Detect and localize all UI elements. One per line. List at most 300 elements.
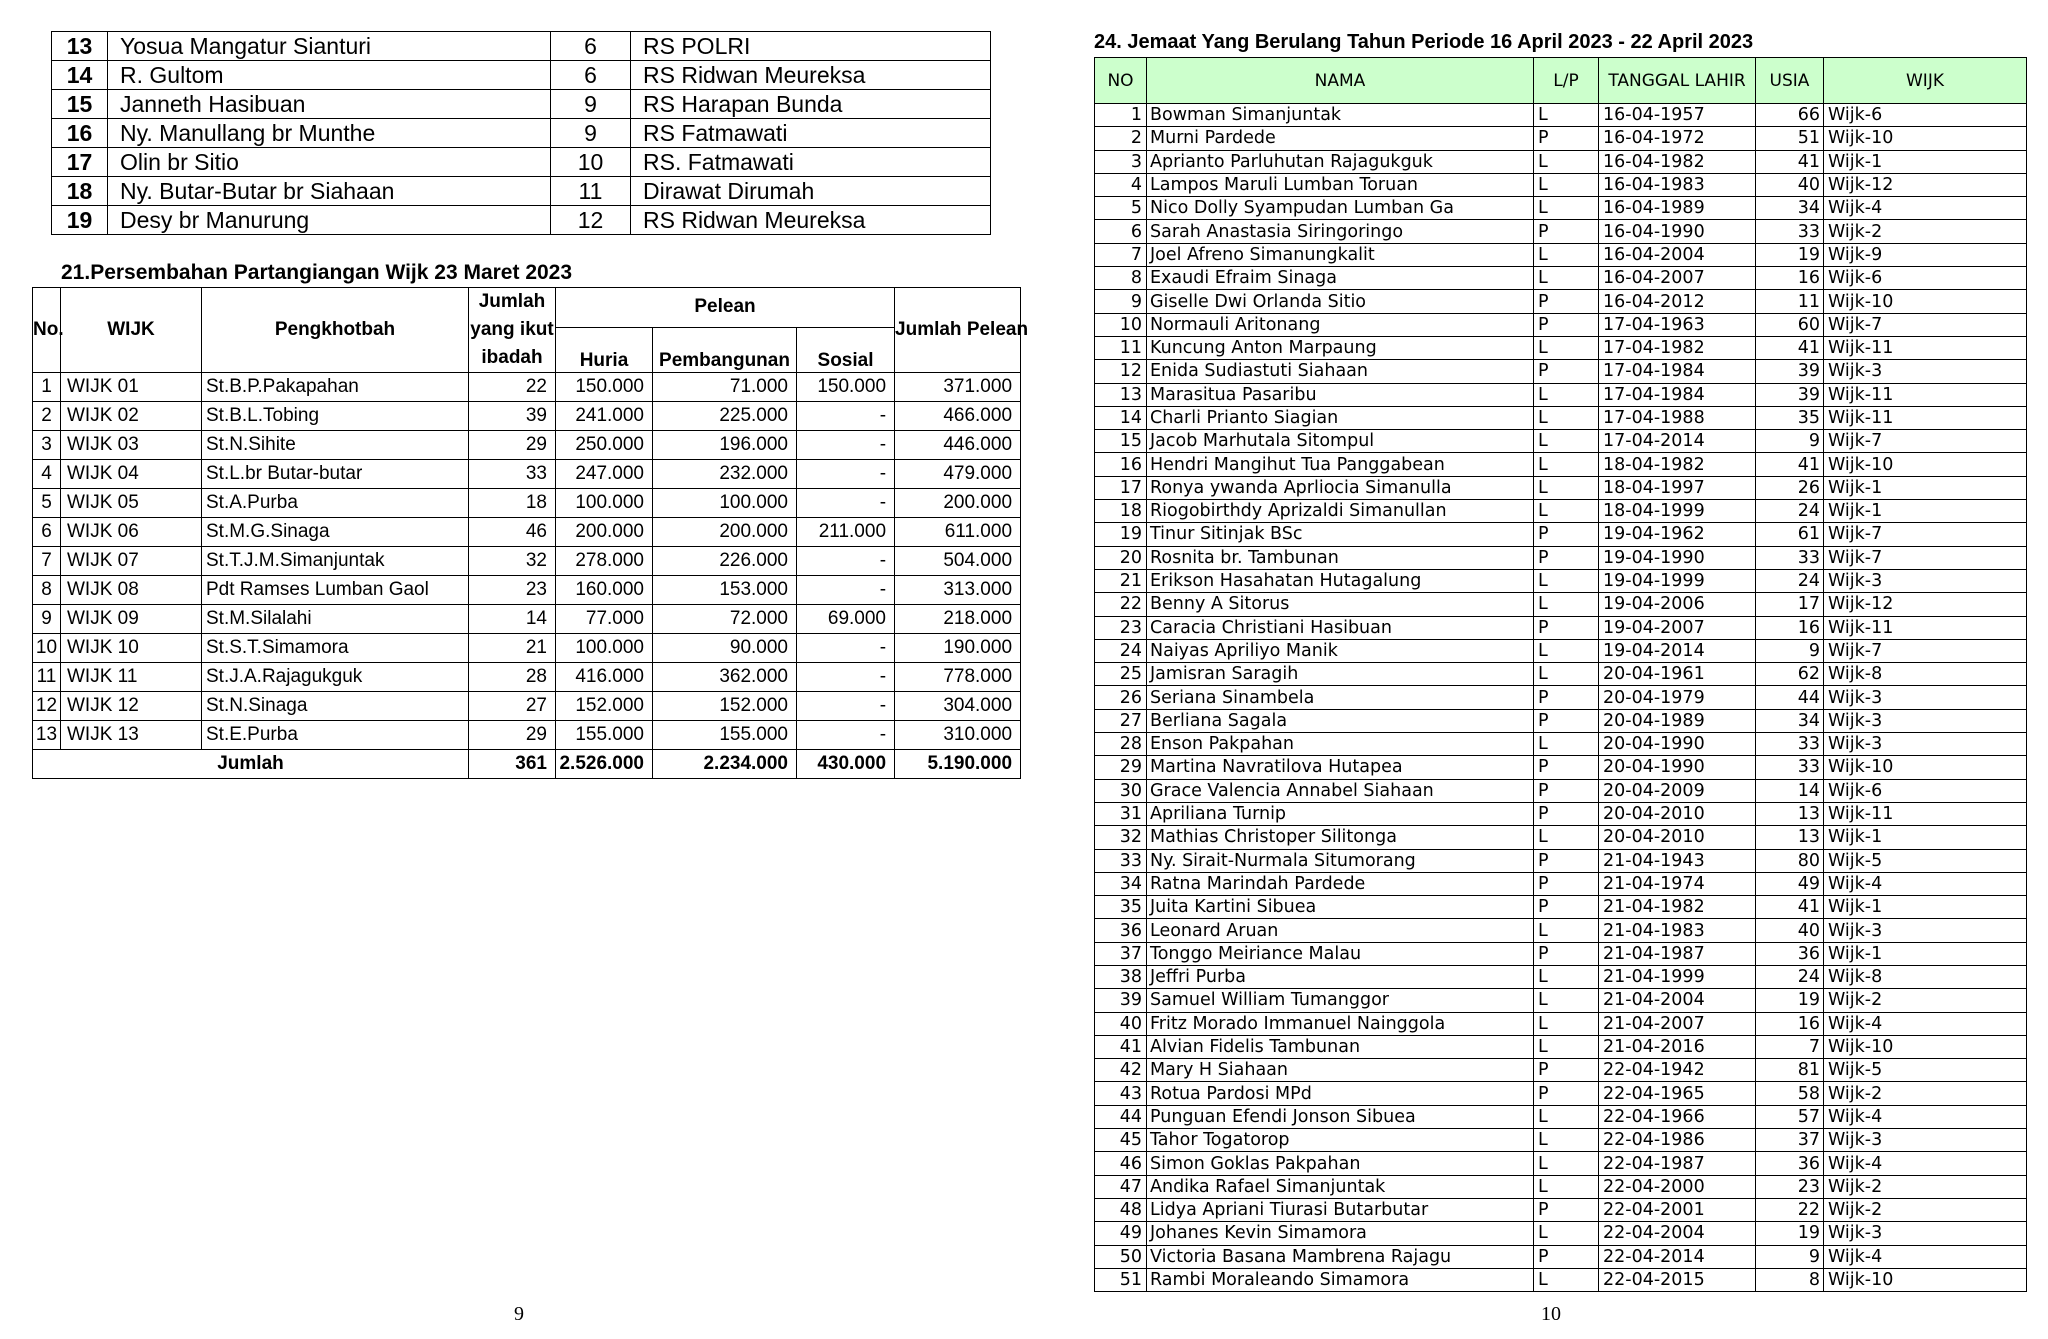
table-row	[1095, 942, 2027, 965]
member-name: Mary H Siahaan	[1147, 1059, 1534, 1082]
gender: P	[1534, 360, 1599, 383]
table-row	[1095, 1059, 2027, 1082]
age: 33	[1756, 733, 1824, 756]
wijk: Wijk-11	[1824, 616, 2027, 639]
table-row	[1095, 849, 2027, 872]
wijk: Wijk-7	[1824, 523, 2027, 546]
row-no: 1	[33, 373, 61, 402]
member-name: Rosnita br. Tambunan	[1147, 546, 1534, 569]
gender: L	[1534, 430, 1599, 453]
hospital-name: RS Harapan Bunda	[631, 90, 991, 119]
row-no: 17	[1095, 476, 1147, 499]
age: 33	[1756, 220, 1824, 243]
age: 81	[1756, 1059, 1824, 1082]
row-no: 4	[1095, 173, 1147, 196]
hospital-row-number: 18	[52, 177, 108, 206]
gender: P	[1534, 127, 1599, 150]
sosial-amount: -	[797, 402, 895, 431]
total-label: Jumlah	[33, 750, 469, 779]
wijk: Wijk-3	[1824, 1129, 2027, 1152]
wijk-number: 11	[551, 177, 631, 206]
row-no: 50	[1095, 1245, 1147, 1268]
table-row	[1095, 1245, 2027, 1268]
age: 51	[1756, 127, 1824, 150]
col-jumlah-ikut	[469, 288, 556, 373]
sosial-amount: 69.000	[797, 605, 895, 634]
age: 41	[1756, 336, 1824, 359]
member-name: Samuel William Tumanggor	[1147, 989, 1534, 1012]
col-jumlah-pelean: Jumlah Pelean	[895, 288, 1021, 373]
member-name: Charli Prianto Siagian	[1147, 406, 1534, 429]
col-tanggal-label: TANGGAL LAHIR	[1608, 70, 1746, 91]
table-row	[1095, 616, 2027, 639]
hospital-row-number: 14	[52, 61, 108, 90]
wijk: Wijk-5	[1824, 849, 2027, 872]
wijk: Wijk-3	[1824, 1222, 2027, 1245]
preacher-name: St.T.J.M.Simanjuntak	[202, 547, 469, 576]
sosial-amount: -	[797, 634, 895, 663]
row-no: 7	[1095, 243, 1147, 266]
wijk: Wijk-8	[1824, 965, 2027, 988]
hospital-name: RS Fatmawati	[631, 119, 991, 148]
age: 8	[1756, 1268, 1824, 1291]
gender: L	[1534, 1012, 1599, 1035]
huria-amount: 241.000	[556, 402, 653, 431]
member-name: Giselle Dwi Orlanda Sitio	[1147, 290, 1534, 313]
row-no: 24	[1095, 639, 1147, 662]
pembangunan-amount: 90.000	[653, 634, 797, 663]
attendance-count: 21	[469, 634, 556, 663]
pembangunan-amount: 71.000	[653, 373, 797, 402]
row-no: 51	[1095, 1268, 1147, 1291]
patient-name: Ny. Butar-Butar br Siahaan	[108, 177, 551, 206]
huria-amount: 100.000	[556, 634, 653, 663]
age: 17	[1756, 593, 1824, 616]
total-amount: 200.000	[895, 489, 1021, 518]
wijk: Wijk-1	[1824, 826, 2027, 849]
gender: P	[1534, 849, 1599, 872]
birth-date: 18-04-1997	[1599, 476, 1756, 499]
attendance-count: 23	[469, 576, 556, 605]
gender: L	[1534, 173, 1599, 196]
table-row	[1095, 779, 2027, 802]
age: 62	[1756, 663, 1824, 686]
total-amount: 190.000	[895, 634, 1021, 663]
row-no: 37	[1095, 942, 1147, 965]
member-name: Enson Pakpahan	[1147, 733, 1534, 756]
col-pelean: Pelean	[556, 288, 895, 328]
member-name: Rotua Pardosi MPd	[1147, 1082, 1534, 1105]
age: 14	[1756, 779, 1824, 802]
offering-title: 21.Persembahan Partangiangan Wijk 23 Maret 2023	[61, 261, 573, 284]
age: 23	[1756, 1175, 1824, 1198]
huria-amount: 250.000	[556, 431, 653, 460]
gender: P	[1534, 1059, 1599, 1082]
row-no: 13	[33, 721, 61, 750]
table-row	[1095, 220, 2027, 243]
birth-date: 18-04-1982	[1599, 453, 1756, 476]
birth-date: 19-04-2007	[1599, 616, 1756, 639]
wijk-name: WIJK 10	[61, 634, 202, 663]
birth-date: 20-04-2010	[1599, 802, 1756, 825]
preacher-name: St.B.L.Tobing	[202, 402, 469, 431]
birth-date: 16-04-1983	[1599, 173, 1756, 196]
birth-date: 21-04-2016	[1599, 1035, 1756, 1058]
table-row	[1095, 1268, 2027, 1291]
row-no: 30	[1095, 779, 1147, 802]
table-row	[1095, 453, 2027, 476]
birth-date: 21-04-2007	[1599, 1012, 1756, 1035]
gender: L	[1534, 336, 1599, 359]
age: 33	[1756, 756, 1824, 779]
table-row	[52, 90, 991, 119]
row-no: 31	[1095, 802, 1147, 825]
birth-date: 17-04-1963	[1599, 313, 1756, 336]
row-no: 20	[1095, 546, 1147, 569]
row-no: 5	[1095, 197, 1147, 220]
member-name: Naiyas Apriliyo Manik	[1147, 639, 1534, 662]
hospital-table	[51, 31, 991, 235]
total-amount: 218.000	[895, 605, 1021, 634]
age: 61	[1756, 523, 1824, 546]
table-row	[1095, 243, 2027, 266]
birth-date: 18-04-1999	[1599, 500, 1756, 523]
member-name: Exaudi Efraim Sinaga	[1147, 267, 1534, 290]
table-row	[1095, 826, 2027, 849]
preacher-name: St.B.P.Pakapahan	[202, 373, 469, 402]
member-name: Tonggo Meiriance Malau	[1147, 942, 1534, 965]
birth-date: 22-04-1942	[1599, 1059, 1756, 1082]
gender: L	[1534, 569, 1599, 592]
total-amount: 504.000	[895, 547, 1021, 576]
table-row	[1095, 1129, 2027, 1152]
member-name: Punguan Efendi Jonson Sibuea	[1147, 1105, 1534, 1128]
birth-date: 20-04-1979	[1599, 686, 1756, 709]
total-amount: 371.000	[895, 373, 1021, 402]
pembangunan-amount: 100.000	[653, 489, 797, 518]
member-name: Victoria Basana Mambrena Rajagu	[1147, 1245, 1534, 1268]
wijk: Wijk-3	[1824, 360, 2027, 383]
row-no: 4	[33, 460, 61, 489]
gender: P	[1534, 616, 1599, 639]
sosial-amount: -	[797, 489, 895, 518]
age: 80	[1756, 849, 1824, 872]
table-row	[33, 402, 1021, 431]
birth-date: 22-04-1965	[1599, 1082, 1756, 1105]
row-no: 16	[1095, 453, 1147, 476]
row-no: 10	[1095, 313, 1147, 336]
row-no: 46	[1095, 1152, 1147, 1175]
wijk-name: WIJK 05	[61, 489, 202, 518]
wijk: Wijk-12	[1824, 593, 2027, 616]
preacher-name: St.M.Silalahi	[202, 605, 469, 634]
age: 34	[1756, 709, 1824, 732]
member-name: Grace Valencia Annabel Siahaan	[1147, 779, 1534, 802]
table-row	[1095, 1152, 2027, 1175]
row-no: 34	[1095, 872, 1147, 895]
wijk: Wijk-3	[1824, 919, 2027, 942]
table-row	[1095, 430, 2027, 453]
wijk: Wijk-6	[1824, 267, 2027, 290]
pembangunan-amount: 152.000	[653, 692, 797, 721]
table-row	[1095, 1175, 2027, 1198]
huria-amount: 77.000	[556, 605, 653, 634]
wijk: Wijk-1	[1824, 896, 2027, 919]
gender: P	[1534, 313, 1599, 336]
birth-date: 21-04-1999	[1599, 965, 1756, 988]
wijk: Wijk-2	[1824, 1082, 2027, 1105]
hospital-name: RS Ridwan Meureksa	[631, 61, 991, 90]
gender: L	[1534, 989, 1599, 1012]
hospital-row-number: 19	[52, 206, 108, 235]
pembangunan-amount: 225.000	[653, 402, 797, 431]
gender: L	[1534, 1222, 1599, 1245]
birth-date: 19-04-2006	[1599, 593, 1756, 616]
age: 34	[1756, 197, 1824, 220]
age: 7	[1756, 1035, 1824, 1058]
offering-table-body	[33, 373, 1021, 750]
row-no: 8	[33, 576, 61, 605]
birthday-table-body	[1095, 104, 2027, 1292]
gender: L	[1534, 965, 1599, 988]
table-row	[1095, 1035, 2027, 1058]
member-name: Leonard Aruan	[1147, 919, 1534, 942]
patient-name: Yosua Mangatur Sianturi	[108, 32, 551, 61]
table-row	[1095, 872, 2027, 895]
member-name: Kuncung Anton Marpaung	[1147, 336, 1534, 359]
wijk: Wijk-6	[1824, 104, 2027, 127]
member-name: Juita Kartini Sibuea	[1147, 896, 1534, 919]
age: 16	[1756, 616, 1824, 639]
age: 26	[1756, 476, 1824, 499]
table-row	[33, 663, 1021, 692]
birth-date: 21-04-1983	[1599, 919, 1756, 942]
huria-amount: 152.000	[556, 692, 653, 721]
member-name: Erikson Hasahatan Hutagalung	[1147, 569, 1534, 592]
row-no: 47	[1095, 1175, 1147, 1198]
member-name: Apriliana Turnip	[1147, 802, 1534, 825]
birth-date: 16-04-1989	[1599, 197, 1756, 220]
birth-date: 20-04-2010	[1599, 826, 1756, 849]
member-name: Ronya ywanda Aprliocia Simanulla	[1147, 476, 1534, 499]
member-name: Alvian Fidelis Tambunan	[1147, 1035, 1534, 1058]
member-name: Simon Goklas Pakpahan	[1147, 1152, 1534, 1175]
table-row	[1095, 709, 2027, 732]
table-row	[1095, 383, 2027, 406]
gender: L	[1534, 1035, 1599, 1058]
attendance-count: 32	[469, 547, 556, 576]
row-no: 48	[1095, 1198, 1147, 1221]
hospital-name: RS. Fatmawati	[631, 148, 991, 177]
wijk: Wijk-12	[1824, 173, 2027, 196]
patient-name: Desy br Manurung	[108, 206, 551, 235]
wijk: Wijk-2	[1824, 220, 2027, 243]
wijk: Wijk-2	[1824, 1175, 2027, 1198]
table-row	[52, 206, 991, 235]
table-row	[1095, 546, 2027, 569]
total-amount: 304.000	[895, 692, 1021, 721]
table-row	[1095, 267, 2027, 290]
pembangunan-amount: 232.000	[653, 460, 797, 489]
wijk: Wijk-1	[1824, 500, 2027, 523]
row-no: 29	[1095, 756, 1147, 779]
gender: P	[1534, 686, 1599, 709]
wijk: Wijk-7	[1824, 639, 2027, 662]
sosial-amount: -	[797, 663, 895, 692]
age: 19	[1756, 989, 1824, 1012]
wijk-name: WIJK 08	[61, 576, 202, 605]
age: 24	[1756, 500, 1824, 523]
pembangunan-amount: 153.000	[653, 576, 797, 605]
wijk: Wijk-7	[1824, 546, 2027, 569]
member-name: Jamisran Saragih	[1147, 663, 1534, 686]
row-no: 45	[1095, 1129, 1147, 1152]
wijk-name: WIJK 03	[61, 431, 202, 460]
row-no: 18	[1095, 500, 1147, 523]
hospital-row-number: 16	[52, 119, 108, 148]
wijk: Wijk-10	[1824, 1035, 2027, 1058]
attendance-count: 29	[469, 721, 556, 750]
birth-date: 21-04-2004	[1599, 989, 1756, 1012]
age: 9	[1756, 639, 1824, 662]
age: 19	[1756, 1222, 1824, 1245]
row-no: 2	[1095, 127, 1147, 150]
sosial-amount: 150.000	[797, 373, 895, 402]
row-no: 19	[1095, 523, 1147, 546]
row-no: 12	[33, 692, 61, 721]
age: 44	[1756, 686, 1824, 709]
row-no: 7	[33, 547, 61, 576]
member-name: Caracia Christiani Hasibuan	[1147, 616, 1534, 639]
gender: L	[1534, 639, 1599, 662]
attendance-count: 27	[469, 692, 556, 721]
col-jumlah-ikut-label: Jumlah yang ikut ibadah	[470, 291, 554, 368]
member-name: Jeffri Purba	[1147, 965, 1534, 988]
age: 57	[1756, 1105, 1824, 1128]
attendance-count: 46	[469, 518, 556, 547]
table-row	[52, 177, 991, 206]
gender: P	[1534, 290, 1599, 313]
gender: P	[1534, 220, 1599, 243]
age: 24	[1756, 965, 1824, 988]
gender: P	[1534, 1082, 1599, 1105]
wijk-number: 6	[551, 32, 631, 61]
table-row	[1095, 290, 2027, 313]
wijk: Wijk-4	[1824, 1152, 2027, 1175]
member-name: Hendri Mangihut Tua Panggabean	[1147, 453, 1534, 476]
gender: L	[1534, 197, 1599, 220]
row-no: 41	[1095, 1035, 1147, 1058]
age: 39	[1756, 360, 1824, 383]
age: 40	[1756, 919, 1824, 942]
gender: L	[1534, 1129, 1599, 1152]
table-row	[1095, 500, 2027, 523]
birth-date: 16-04-1972	[1599, 127, 1756, 150]
member-name: Joel Afreno Simanungkalit	[1147, 243, 1534, 266]
wijk-number: 9	[551, 90, 631, 119]
table-row	[1095, 1012, 2027, 1035]
gender: L	[1534, 1175, 1599, 1198]
member-name: Lidya Apriani Tiurasi Butarbutar	[1147, 1198, 1534, 1221]
gender: L	[1534, 1152, 1599, 1175]
table-row	[33, 489, 1021, 518]
birth-date: 20-04-1961	[1599, 663, 1756, 686]
total-sosial: 430.000	[797, 750, 895, 779]
birth-date: 20-04-1989	[1599, 709, 1756, 732]
wijk-number: 10	[551, 148, 631, 177]
wijk: Wijk-1	[1824, 476, 2027, 499]
gender: L	[1534, 1268, 1599, 1291]
patient-name: R. Gultom	[108, 61, 551, 90]
gender: P	[1534, 942, 1599, 965]
row-no: 13	[1095, 383, 1147, 406]
table-row	[33, 460, 1021, 489]
gender: P	[1534, 709, 1599, 732]
wijk-name: WIJK 06	[61, 518, 202, 547]
row-no: 14	[1095, 406, 1147, 429]
birth-date: 17-04-1988	[1599, 406, 1756, 429]
col-huria: Huria	[556, 327, 653, 372]
gender: L	[1534, 243, 1599, 266]
wijk-name: WIJK 07	[61, 547, 202, 576]
row-no: 42	[1095, 1059, 1147, 1082]
wijk-name: WIJK 12	[61, 692, 202, 721]
row-no: 15	[1095, 430, 1147, 453]
sosial-amount: -	[797, 721, 895, 750]
wijk: Wijk-4	[1824, 197, 2027, 220]
age: 33	[1756, 546, 1824, 569]
wijk: Wijk-10	[1824, 1268, 2027, 1291]
total-huria: 2.526.000	[556, 750, 653, 779]
pembangunan-amount: 196.000	[653, 431, 797, 460]
birth-date: 21-04-1982	[1599, 896, 1756, 919]
birth-date: 21-04-1943	[1599, 849, 1756, 872]
wijk-name: WIJK 11	[61, 663, 202, 692]
member-name: Ny. Sirait-Nurmala Situmorang	[1147, 849, 1534, 872]
table-row	[1095, 663, 2027, 686]
row-no: 1	[1095, 104, 1147, 127]
table-row	[1095, 523, 2027, 546]
preacher-name: St.N.Sinaga	[202, 692, 469, 721]
table-row	[1095, 919, 2027, 942]
col-no: No.	[33, 288, 61, 373]
table-row	[1095, 360, 2027, 383]
row-no: 44	[1095, 1105, 1147, 1128]
preacher-name: Pdt Ramses Lumban Gaol	[202, 576, 469, 605]
gender: P	[1534, 523, 1599, 546]
birth-date: 16-04-2012	[1599, 290, 1756, 313]
birth-date: 22-04-2004	[1599, 1222, 1756, 1245]
table-row	[1095, 336, 2027, 359]
table-row	[33, 431, 1021, 460]
row-no: 6	[33, 518, 61, 547]
total-amount: 479.000	[895, 460, 1021, 489]
gender: L	[1534, 406, 1599, 429]
table-row	[52, 119, 991, 148]
age: 35	[1756, 406, 1824, 429]
member-name: Lampos Maruli Lumban Toruan	[1147, 173, 1534, 196]
row-no: 33	[1095, 849, 1147, 872]
birth-date: 16-04-1957	[1599, 104, 1756, 127]
wijk: Wijk-8	[1824, 663, 2027, 686]
table-row	[1095, 1198, 2027, 1221]
gender: L	[1534, 383, 1599, 406]
col-wijk: WIJK	[61, 288, 202, 373]
preacher-name: St.M.G.Sinaga	[202, 518, 469, 547]
table-row	[1095, 896, 2027, 919]
row-no: 11	[33, 663, 61, 692]
member-name: Rambi Moraleando Simamora	[1147, 1268, 1534, 1291]
